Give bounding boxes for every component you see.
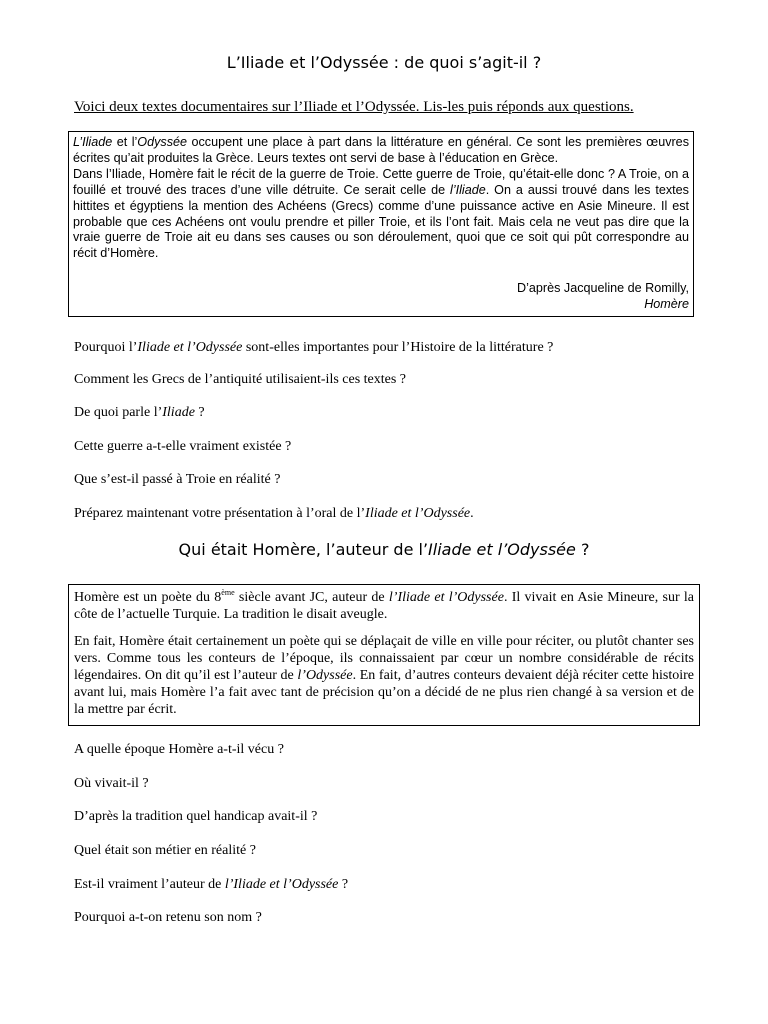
box1-p2-b: . On a aussi trouvé dans les textes hittites et égyptiens la mention des Achéens (Grecs) comme d’une puissance active en Asie Mineure. Il est probable que ces Achéens ont voulu prendre et piller Troie, et ils l’ont fait. Mais cela ne veut pas dire que la vraie guerre de Troie ait eu dans ses causes ou son déroulement, quoi que ce soit qui pût correspondre au récit d’Homère. (73, 182, 689, 261)
q-italic: Iliade et l’Odyssée (365, 506, 471, 521)
q-text: Cette guerre a-t-elle vraiment existée ? (74, 439, 292, 454)
question-1-4 (74, 439, 291, 455)
question-2-1 (74, 742, 284, 758)
title2-italic: Iliade et l’Odyssée (428, 540, 576, 559)
source-book-title: Homère (644, 297, 689, 312)
question-1-2 (74, 372, 406, 388)
q-text: D’après la tradition quel handicap avait-il ? (74, 809, 318, 824)
box1-paragraph-1 (73, 135, 689, 167)
q-text: Pourquoi l’ (74, 340, 138, 355)
box1-p1-et: et l’ (112, 135, 138, 149)
question-1-1 (74, 340, 553, 356)
box2-p1-italic: l’Iliade et l’Odyssée (388, 590, 504, 605)
source-author: D’après Jacqueline de Romilly, (517, 281, 689, 296)
q-text: Où vivait-il ? (74, 776, 149, 791)
box2-p1-sup: ème (221, 588, 235, 597)
intro-instruction: Voici deux textes documentaires sur l’Iliade et l’Odyssée. Lis-les puis réponds aux questions. (74, 99, 634, 115)
box2-p1-a: Homère est un poète du 8 (74, 590, 222, 605)
box1-paragraph-2 (73, 167, 689, 262)
q-text-end: sont-elles importantes pour l’Histoire de la littérature ? (242, 340, 554, 355)
q-italic: Iliade et l’Odyssée (137, 340, 243, 355)
title2-end: ? (575, 540, 590, 559)
box2-p1-b: siècle avant JC, auteur de (234, 590, 389, 605)
source-book (73, 296, 689, 312)
box2-paragraph-2 (74, 633, 694, 718)
box2-paragraph-1 (74, 589, 694, 623)
question-2-5 (74, 877, 348, 893)
q-text: A quelle époque Homère a-t-il vécu ? (74, 742, 284, 757)
box1-p1-odyssee: Odyssée (137, 135, 187, 149)
question-1-3 (74, 405, 205, 421)
box2-p1-c: . Il vivait en Asie Mineure, sur la côte de l’actuelle Turquie. La tradition le disait aveugle. (74, 590, 694, 622)
q-text: Quel était son métier en réalité ? (74, 843, 256, 858)
q-italic: l’Iliade et l’Odyssée (224, 877, 339, 892)
question-2-6 (74, 910, 262, 926)
q-text-end: . (470, 506, 474, 521)
section-title-2 (0, 540, 768, 559)
q-text: Comment les Grecs de l’antiquité utilisaient-ils ces textes ? (74, 372, 407, 387)
q-text-end: ? (338, 877, 349, 892)
question-2-3 (74, 809, 317, 825)
q-text: Pourquoi a-t-on retenu son nom ? (74, 910, 262, 925)
q-text: Que s’est-il passé à Troie en réalité ? (74, 472, 281, 487)
document-box-1 (68, 131, 694, 317)
box2-p2-italic: l’Odyssée (297, 668, 353, 683)
question-1-6 (74, 506, 474, 522)
box1-p2-a: Dans l’Iliade, Homère fait le récit de la guerre de Troie. Cette guerre de Troie, qu’était-elle donc ? A Troie, on a fouillé et trouvé des traces d’une ville détruite. Ce serait celle de (73, 166, 689, 197)
box1-p2-iliade: l’Iliade (450, 182, 486, 197)
question-2-2 (74, 776, 149, 792)
question-2-4 (74, 843, 256, 859)
q-italic: Iliade (162, 405, 195, 420)
q-text: Est-il vraiment l’auteur de (74, 877, 225, 892)
box1-source (73, 280, 689, 312)
box1-p1-rest: occupent une place à part dans la littérature en général. Ce sont les premières œuvres écrites qu’ait produites la Grèce. Leurs textes ont servi de base à l’éducation en Grèce. (73, 135, 689, 165)
box1-p1-iliade: L’Iliade (73, 135, 113, 149)
document-box-2 (68, 584, 700, 726)
q-text: De quoi parle l’ (74, 405, 163, 420)
title2-text: Qui était Homère, l’auteur de l’ (178, 540, 429, 559)
q-text: Préparez maintenant votre présentation à l’oral de l’ (74, 506, 366, 521)
box2-p2-b: . En fait, d’autres conteurs devaient déjà réciter cette histoire avant lui, mais Homère l’a fait avec tant de précision qu’on a décidé de ne plus rien changé à sa version et de la mettre par écrit. (74, 668, 695, 717)
page-title: L’Iliade et l’Odyssée : de quoi s’agit-il ? (226, 53, 542, 72)
q-text-end: ? (194, 405, 205, 420)
question-1-5 (74, 472, 280, 488)
box2-p2-a: En fait, Homère était certainement un poète qui se déplaçait de ville en ville pour réciter, ou plutôt chanter ses vers. Comme tous les conteurs de l’époque, ils connaissaient par cœur un nombre considérable de récits légendaires. On dit qu’il est l’auteur de (74, 634, 694, 683)
